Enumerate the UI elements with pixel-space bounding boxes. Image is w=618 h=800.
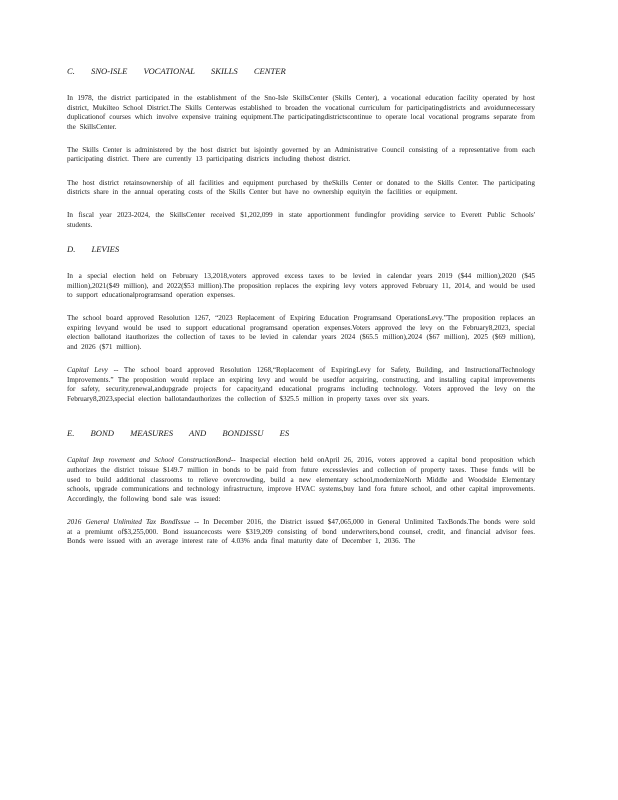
section-heading: C. SNO-ISLE VOCATIONAL SKILLS CENTER	[67, 66, 286, 76]
paragraph	[67, 146, 535, 165]
paragraph-text: Inaspecial election held onApril 26, 2016, voters approved a capital bond proposition which authorizes the district toissue $149.7 million in bonds to be paid from future excesslevies and collection of property taxes. These funds will be used to build additional classrooms to relieve overcrowding, build a new elementary school,modernizeNorth Middle and Woodside Elementary schools, upgrade communications and technology infrastructure, improve HVAC systems,buy land fora future school, and other capital improvements. Accordingly, the following bond sale was issued:	[67, 456, 536, 503]
paragraph-text: The Skills Center is administered by the host district but isjointly governed by an Administrative Council consisting of a representative from each participating district. There are currently 13 participating districts including thehost district.	[67, 145, 535, 164]
section-heading: D. LEVIES	[67, 243, 120, 254]
section-levies	[67, 244, 535, 405]
paragraph	[67, 272, 535, 301]
paragraph-lead: Capital Levy	[67, 366, 108, 375]
paragraph-text: The host district retainsownership of all facilities and equipment purchased by theSkills Center or donated to the Skills Center. The participating districts share in the annual operating costs of the Skills Center but have no ownership equityin the facilities or equipment.	[67, 178, 535, 197]
paragraph-text: The school board approved Resolution 1267, “2023 Replacement of Expiring Education Programsand OperationsLevy.”The proposition replaces an expiring levyand would be used to support educational programsand operation expenses.Voters approved the levy on the February8,2023, special election ballotand itauthorizes the collection of taxes to be levied in calendar years 2024 ($65.5 million),2024 ($67 million), 2025 ($69 million), and 2026 ($71 million).	[67, 314, 535, 351]
document-body	[67, 66, 535, 560]
paragraph	[67, 179, 535, 198]
paragraph-text: -- The school board approved Resolution 1268,“Replacement of ExpiringLevy for Safety, Building, and InstructionalTechnology Improvements.” The proposition would replace an expiring levy and would be usedfor acquiring, constructing, and installing capital improvements for safety, security,renewal,andupgrade projects for capacity,and educational programs including technology. Voters approved the levy on the February8,2023,special election ballotandauthorizes the collection of $325.5 million in property taxes over six years.	[67, 366, 536, 403]
paragraph	[67, 456, 535, 504]
paragraph	[67, 314, 535, 352]
paragraph-lead: 2016 General Unlimited Tax BondIssue	[67, 517, 191, 526]
paragraph-lead: Capital Imp rovement and School ConstructionBond--	[67, 456, 236, 465]
paragraph	[67, 366, 535, 404]
paragraph	[67, 94, 535, 132]
paragraph-text: In fiscal year 2023-2024, the SkillsCenter received $1,202,099 in state apportionment fundingfor providing service to Everett Public Schools' students.	[67, 211, 535, 229]
paragraph	[67, 518, 535, 547]
section-bond-measures	[67, 428, 535, 546]
paragraph-text: In a special election held on February 13,2018,voters approved excess taxes to be levied in calendar years 2019 ($44 million),2020 ($45 million),2021($49 million), and 2022($53 million).The proposition replaces the expiring levy voters approved February 11, 2014, and would be used to support educationalprogramsand operation expenses.	[67, 271, 535, 300]
paragraph-text: -- In December 2016, the District issued $47,065,000 in General Unlimited TaxBonds.The bonds were sold at a premiumt of$3,255,000. Bond issuancecosts were $319,209 consisting of bond underwriters,bond counsel, credit, and financial advisor fees. Bonds were issued with an average interest rate of 4.03% anda final maturity date of December 1, 2036. The	[67, 517, 535, 546]
section-heading: E. BOND MEASURES AND BONDISSU ES	[67, 428, 290, 439]
paragraph-text: In 1978, the district participated in the establishment of the Sno-Isle SkillsCenter (Skills Center), a vocational education facility operated by host district, Mukilteo School District.The Skills Centerwas established to broaden the vocational curriculum for participatingdistricts and avoidunnecessary duplicationof courses which involve expensive training equipment.The participatingdistrictscontinue to operate local vocational programs separate from the SkillsCenter.	[67, 94, 535, 131]
paragraph	[67, 211, 535, 230]
section-skills-center	[67, 66, 535, 230]
